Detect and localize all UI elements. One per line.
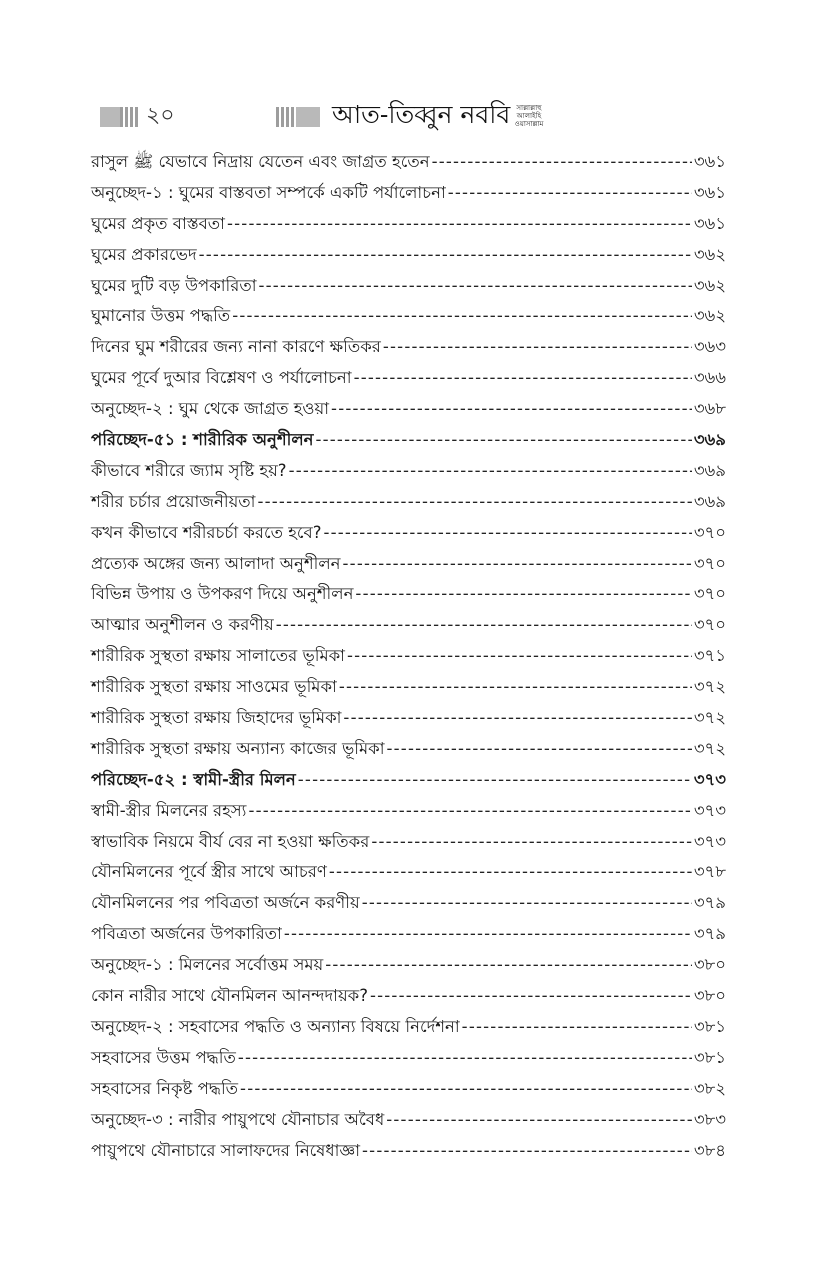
toc-entry [91,643,726,674]
toc-entry-page: ৩৬৯ [693,430,726,450]
dot-leader [258,276,691,295]
toc-entry-title: পবিত্রতা অর্জনের উপকারিতা [91,924,282,944]
dot-leader [383,337,692,356]
toc-entry-page: ৩৮০ [693,986,726,1006]
dot-leader [347,646,692,665]
toc-entry-title: পরিচ্ছেদ-৫১ : শারীরিক অনুশীলন [91,430,314,450]
dot-leader [325,955,692,974]
dot-leader [232,306,692,325]
toc-entry-page: ৩৬৯ [693,491,726,511]
honorific-calligraphy: সাল্লাল্লাহু আলাইহি ওয়াসাল্লাম [514,104,544,128]
toc-entry-title: অনুচ্ছেদ-২ : ঘুম থেকে জাগ্রত হওয়া [91,399,330,419]
toc-entry-title: যৌনমিলনের পর পবিত্রতা অর্জনে করণীয় [91,893,360,913]
toc-entry-title: ঘুমের প্রকৃত বাস্তবতা [91,213,225,233]
dot-leader [240,1079,692,1098]
header-ornament-right [296,107,320,127]
toc-entry-page: ৩৭২ [693,708,726,728]
dot-leader [289,461,692,480]
dot-leader [284,924,692,943]
toc-entry-title: অনুচ্ছেদ-১ : ঘুমের বাস্তবতা সম্পর্কে একটি পর্যালোচনা [91,182,446,202]
toc-entry-page: ৩৭১ [693,646,726,666]
toc-entry [91,365,726,396]
toc-entry-title: সহবাসের উত্তম পদ্ধতি [91,1047,236,1067]
toc-entry [91,736,726,767]
toc-entry [91,149,726,180]
dot-leader [387,739,692,758]
toc-entry [91,890,726,921]
toc-entry [91,952,726,983]
toc-entry-title: অনুচ্ছেদ-২ : সহবাসের পদ্ধতি ও অন্যান্য বিষয়ে নির্দেশনা [91,1016,460,1036]
toc-entry-title: কখন কীভাবে শরীরচর্চা করতে হবে? [91,522,322,542]
dot-leader [227,214,692,233]
toc-entry-title: ঘুমের প্রকারভেদ [91,244,197,264]
toc-entry-page: ৩৭৩ [693,831,726,851]
dot-leader [371,832,692,851]
toc-entry-page: ৩৭০ [693,615,726,635]
running-header [100,100,730,136]
toc-entry-title: অনুচ্ছেদ-৩ : নারীর পায়ুপথে যৌনাচার অবৈধ [91,1109,385,1129]
toc-entry [91,1045,726,1076]
dot-leader [386,1110,692,1129]
toc-entry-page: ৩৭২ [693,677,726,697]
toc-entry-page: ৩৬৮ [693,399,726,419]
header-ornament-left [100,107,120,127]
dot-leader [331,399,692,418]
toc-entry-page: ৩৭৩ [693,769,726,789]
dot-leader [370,986,692,1005]
toc-entry [91,551,726,582]
toc-entry-page: ৩৮১ [693,1047,726,1067]
toc-entry-page: ৩৭০ [693,522,726,542]
dot-leader [343,708,691,727]
dot-leader [448,183,692,202]
toc-entry-title: শারীরিক সুস্থতা রক্ষায় জিহাদের ভূমিকা [91,708,342,728]
toc-entry [91,180,726,211]
toc-entry [91,211,726,242]
toc-entry [91,705,726,736]
toc-entry-title: ঘুমের পূর্বে দুআর বিশ্লেষণ ও পর্যালোচনা [91,368,352,388]
dot-leader [362,893,692,912]
dot-leader [432,152,692,171]
toc-entry [91,334,726,365]
toc-entry-title: বিভিন্ন উপায় ও উপকরণ দিয়ে অনুশীলন [91,584,354,604]
toc-entry-page: ৩৬৬ [693,368,726,388]
toc-entry [91,520,726,551]
dot-leader [238,1048,692,1067]
toc-entry-title: শারীরিক সুস্থতা রক্ষায় সালাতের ভূমিকা [91,646,345,666]
toc-entry-title: যৌনমিলনের পূর্বে স্ত্রীর সাথে আচরণ [91,862,327,882]
toc-entry [91,581,726,612]
toc-entry [91,303,726,334]
dot-leader [323,523,691,542]
toc-entry-page: ৩৮১ [693,1016,726,1036]
dot-leader [315,430,691,449]
toc-entry-title: অনুচ্ছেদ-১ : মিলনের সর্বোত্তম সময় [91,955,324,975]
dot-leader [248,801,691,820]
toc-entry-title: রাসুল ﷺ যেভাবে নিদ্রায় যেতেন এবং জাগ্রত হতেন [91,152,430,171]
toc-entry-title: পায়ুপথে যৌনাচারে সালাফদের নিষেধাজ্ঞা [91,1140,361,1160]
toc-entry-title: পরিচ্ছেদ-৫২ : স্বামী-স্ত্রীর মিলন [91,769,296,789]
table-of-contents [91,149,726,1168]
toc-entry [91,983,726,1014]
dot-leader [276,615,692,634]
toc-entry [91,489,726,520]
toc-entry-title: সহবাসের নিকৃষ্ট পদ্ধতি [91,1078,239,1098]
toc-entry [91,242,726,273]
toc-entry [91,612,726,643]
dot-leader [257,492,691,511]
toc-entry [91,458,726,489]
toc-entry-title: দিনের ঘুম শরীরের জন্য নানা কারণে ক্ষতিকর [91,337,381,357]
toc-entry-page: ৩৭০ [693,553,726,573]
dot-leader [354,368,692,387]
toc-entry-title: শরীর চর্চার প্রয়োজনীয়তা [91,491,256,511]
toc-entry-page: ৩৭০ [693,584,726,604]
toc-entry [91,674,726,705]
toc-entry [91,859,726,890]
dot-leader [362,1141,692,1160]
toc-entry-title: শারীরিক সুস্থতা রক্ষায় অন্যান্য কাজের ভূমিকা [91,738,385,758]
toc-entry-page: ৩৭৩ [693,800,726,820]
toc-entry [91,829,726,860]
toc-entry-page: ৩৭৯ [693,924,726,944]
toc-entry [91,921,726,952]
toc-entry-title: কীভাবে শরীরে জ্যাম সৃষ্টি হয়? [91,460,287,480]
toc-entry-title: ঘুমের দুটি বড় উপকারিতা [91,275,257,295]
toc-entry-title: স্বাভাবিক নিয়মে বীর্য বের না হওয়া ক্ষতিকর [91,831,370,851]
dot-leader [355,584,691,603]
toc-entry-page: ৩৬২ [693,275,726,295]
dot-leader [298,770,692,789]
dot-leader [343,554,692,573]
toc-entry-page: ৩৮৩ [693,1109,726,1129]
dot-leader [339,677,692,696]
toc-entry-page: ৩৬২ [693,244,726,264]
toc-entry [91,273,726,304]
toc-entry-page: ৩৭৮ [693,862,726,882]
toc-entry-page: ৩৭৯ [693,893,726,913]
dot-leader [462,1017,692,1036]
toc-entry-title: স্বামী-স্ত্রীর মিলনের রহস্য [91,800,247,820]
toc-entry-page: ৩৬১ [693,152,726,171]
toc-entry-page: ৩৬৩ [693,337,726,357]
toc-entry-title: কোন নারীর সাথে যৌনমিলন আনন্দদায়ক? [91,986,368,1006]
toc-chapter-entry [91,427,726,458]
page-number: ২০ [146,103,175,128]
toc-entry-title: প্রত্যেক অঙ্গের জন্য আলাদা অনুশীলন [91,553,341,573]
toc-entry-page: ৩৬২ [693,306,726,326]
toc-entry-page: ৩৬১ [693,213,726,233]
toc-entry-title: ঘুমানোর উত্তম পদ্ধতি [91,306,231,326]
toc-entry-page: ৩৬৯ [693,460,726,480]
header-ornament-right-lines [276,107,296,127]
toc-entry [91,1107,726,1138]
toc-entry [91,396,726,427]
toc-entry-page: ৩৬১ [693,182,726,202]
book-title: আত-তিব্বুন নববি [332,100,511,129]
toc-entry-title: আত্মার অনুশীলন ও করণীয় [91,615,274,635]
toc-entry [91,1014,726,1045]
toc-entry [91,1076,726,1107]
toc-entry-page: ৩৮০ [693,955,726,975]
toc-entry [91,1138,726,1169]
toc-chapter-entry [91,767,726,798]
dot-leader [199,245,692,264]
toc-entry-page: ৩৭২ [693,738,726,758]
toc-entry-title: শারীরিক সুস্থতা রক্ষায় সাওমের ভূমিকা [91,677,337,697]
toc-entry-page: ৩৮২ [693,1078,726,1098]
header-ornament-left-lines [120,107,140,127]
toc-entry [91,798,726,829]
dot-leader [329,862,692,881]
toc-entry-page: ৩৮৪ [693,1140,726,1160]
